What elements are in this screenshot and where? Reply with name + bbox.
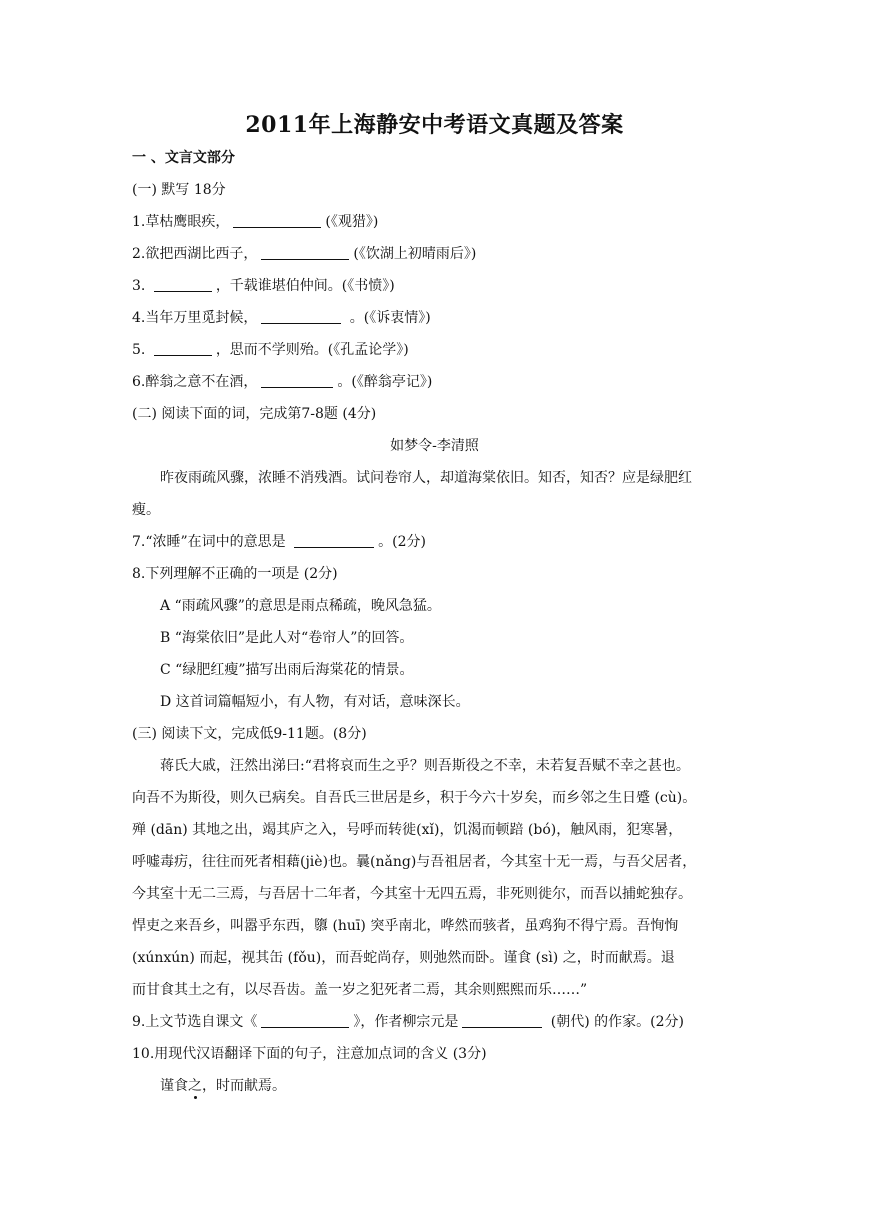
part3-heading: (三) 阅读下文，完成低9-11题。(8分) <box>132 726 367 742</box>
passage-line: 呼嘘毒疠，往往而死者相藉(jiè)也。曩(nǎng)与吾祖居者，今其室十无一焉，与吾父居者， <box>132 854 697 870</box>
question-10: 10.用现代汉语翻译下面的句子，注意加点词的含义 (3分) <box>132 1046 487 1062</box>
section-heading: 一 、文言文部分 <box>132 150 235 166</box>
question-text: 2.欲把西湖比西子， <box>132 246 258 262</box>
passage-line: 而甘食其土之有，以尽吾齿。盖一岁之犯死者二焉，其余则熙熙而乐……” <box>132 982 588 998</box>
poem-title: 如梦令-李清照 <box>390 438 479 454</box>
answer-blank[interactable] <box>462 1013 542 1028</box>
question-text: 9.上文节选自课文《 <box>132 1014 258 1030</box>
question-4 <box>132 308 431 328</box>
option-a[interactable]: A “雨疏风骤”的意思是雨点稀疏，晚风急猛。 <box>160 598 441 614</box>
poem-line: 昨夜雨疏风骤，浓睡不消残酒。试问卷帘人，却道海棠依旧。知否，知否？应是绿肥红 <box>160 470 692 486</box>
question-text: 1.草枯鹰眼疾， <box>132 214 230 230</box>
page-title: 2011年上海静安中考语文真题及答案 <box>245 112 624 138</box>
question-source: 。(《醉翁亭记》) <box>337 374 433 390</box>
passage-line: 悍吏之来吾乡，叫嚣乎东西，隳 (huī) 突乎南北，哗然而骇者，虽鸡狗不得宁焉。吾恂恂 <box>132 918 679 934</box>
passage-line: (xúnxún) 而起，视其缶 (fǒu)，而吾蛇尚存，则弛然而卧。谨食 (sì) 之，时而献焉。退 <box>132 950 675 966</box>
part2-heading: (二) 阅读下面的词，完成第7-8题 (4分) <box>132 406 377 422</box>
sentence-part: ，时而献焉。 <box>202 1078 286 1094</box>
question-text: 6.醉翁之意不在酒， <box>132 374 258 390</box>
passage-line: 蒋氏大戚，汪然出涕曰:“君将哀而生之乎？则吾斯役之不幸，未若复吾赋不幸之甚也。 <box>160 758 690 774</box>
answer-blank[interactable] <box>261 373 333 388</box>
question-score: (朝代) 的作家。(2分) <box>546 1014 685 1030</box>
question-8: 8.下列理解不正确的一项是 (2分) <box>132 566 338 582</box>
question-text: 》，作者柳宗元是 <box>353 1014 459 1030</box>
answer-blank[interactable] <box>154 341 212 356</box>
question-6 <box>132 372 432 392</box>
answer-blank[interactable] <box>233 213 321 228</box>
question-3 <box>132 276 395 296</box>
dotted-word: 之 <box>188 1078 202 1094</box>
sentence-part: 谨食 <box>160 1078 188 1094</box>
question-1 <box>132 212 378 232</box>
question-source: (《饮湖上初晴雨后》) <box>353 246 477 262</box>
passage-line: 今其室十无二三焉，与吾居十二年者，今其室十无四五焉，非死则徙尔，而吾以捕蛇独存。 <box>132 886 692 902</box>
option-b[interactable]: B “海棠依旧”是此人对“卷帘人”的回答。 <box>160 630 414 646</box>
question-text: 7.“浓睡”在词中的意思是 <box>132 534 291 550</box>
question-text: 3. <box>132 278 150 294</box>
question-7 <box>132 532 426 552</box>
question-5 <box>132 340 409 360</box>
option-d[interactable]: D 这首词篇幅短小，有人物，有对话，意味深长。 <box>160 694 470 710</box>
question-2 <box>132 244 476 264</box>
question-score: 。(2分) <box>378 534 426 550</box>
question-9 <box>132 1012 684 1032</box>
answer-blank[interactable] <box>261 309 341 324</box>
option-c[interactable]: C “绿肥红瘦”描写出雨后海棠花的情景。 <box>160 662 414 678</box>
translation-sentence <box>160 1076 286 1096</box>
passage-line: 向吾不为斯役，则久已病矣。自吾氏三世居是乡，积于今六十岁矣，而乡邻之生日蹙 (cù)。 <box>132 790 697 806</box>
answer-blank[interactable] <box>261 1013 349 1028</box>
question-text: 5. <box>132 342 150 358</box>
question-source: ，思而不学则殆。(《孔孟论学》) <box>215 342 409 358</box>
poem-line: 瘦。 <box>132 502 160 518</box>
question-text: 4.当年万里觅封候， <box>132 310 258 326</box>
answer-blank[interactable] <box>294 533 374 548</box>
answer-blank[interactable] <box>154 277 212 292</box>
question-source: ，千载谁堪伯仲间。(《书愤》) <box>215 278 395 294</box>
part1-heading: (一) 默写 18分 <box>132 182 226 198</box>
passage-line: 殚 (dān) 其地之出，竭其庐之入，号呼而转徙(xǐ)，饥渴而顿踣 (bó)，触风雨，犯寒暑， <box>132 822 683 838</box>
question-source: 。(《诉衷情》) <box>345 310 431 326</box>
answer-blank[interactable] <box>261 245 349 260</box>
question-source: (《观猎》) <box>325 214 379 230</box>
